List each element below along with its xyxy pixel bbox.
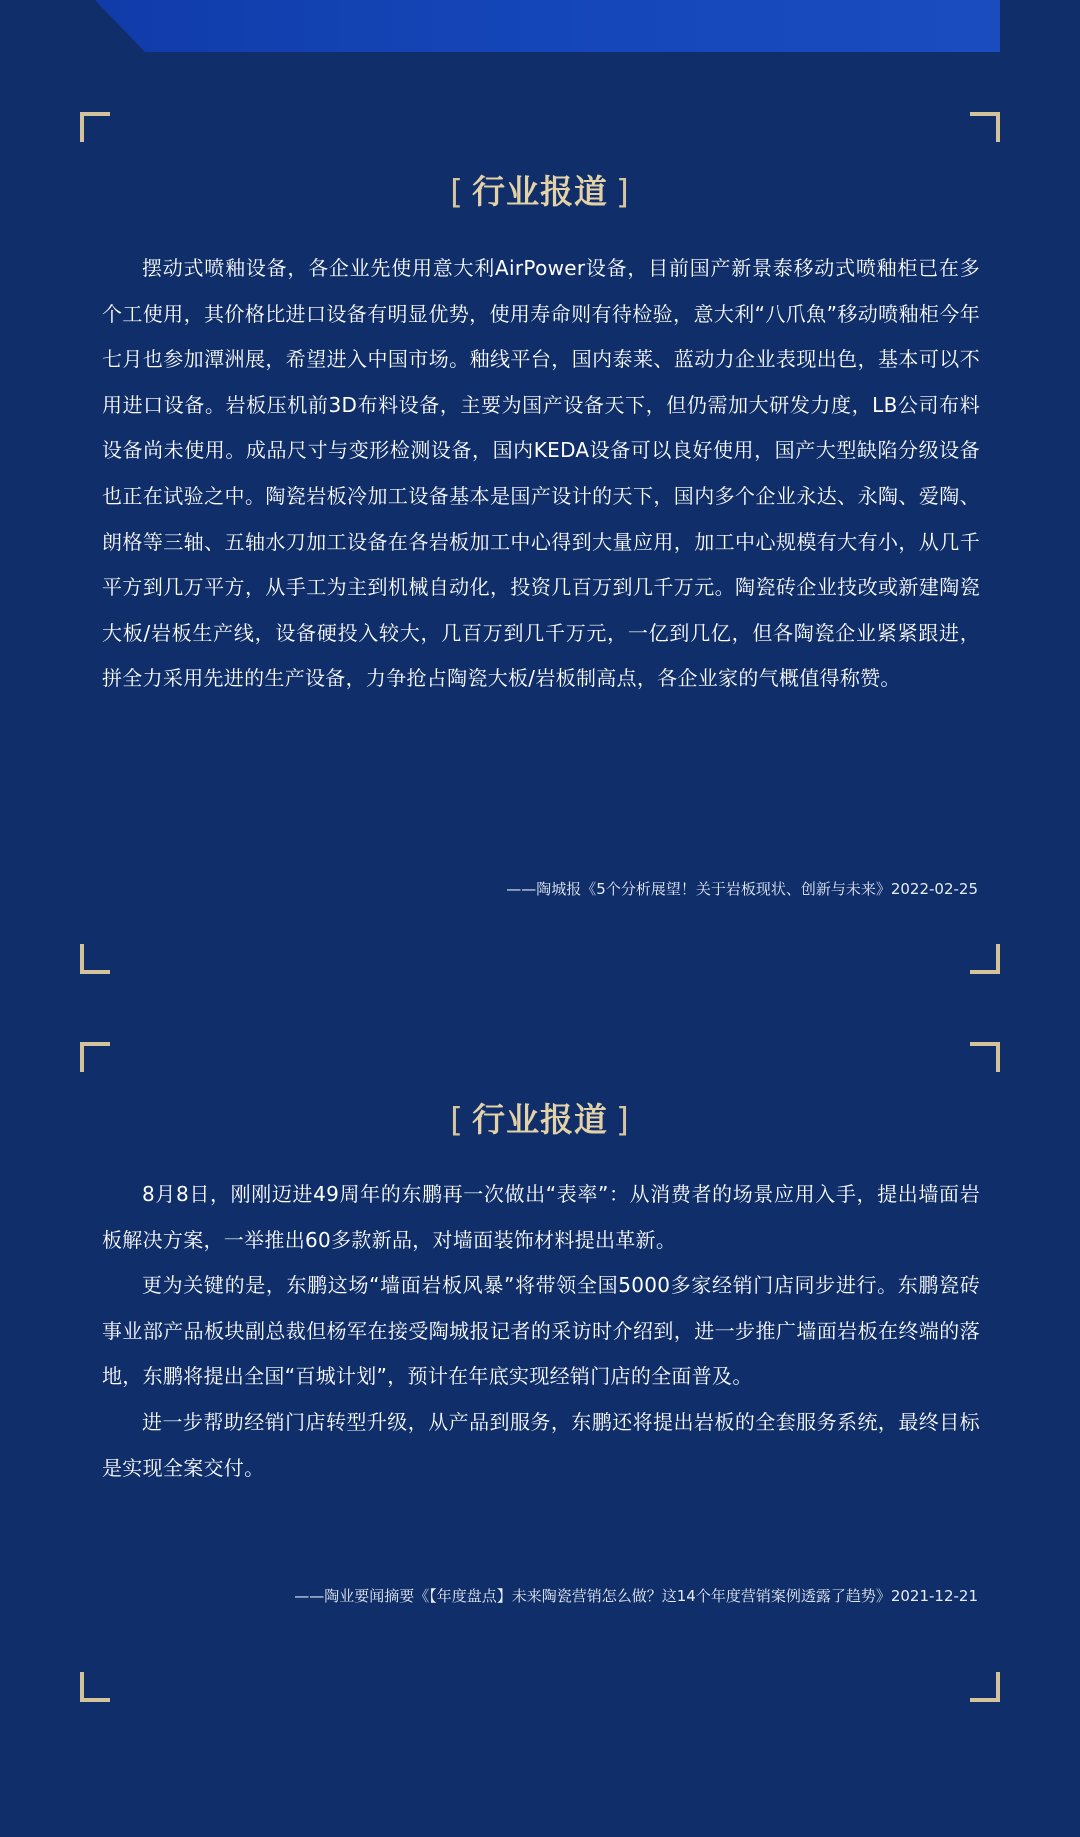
bracket-left: [ [450, 1100, 464, 1139]
corner-top-left [80, 112, 110, 142]
section-title-text: 行业报道 [472, 172, 608, 211]
bracket-right: ] [616, 1100, 630, 1139]
source-citation: ——陶城报《5个分析展望！关于岩板现状、创新与未来》2022-02-25 [506, 880, 978, 898]
source-citation: ——陶业要闻摘要《【年度盘点】未来陶瓷营销怎么做？这14个年度营销案例透露了趋势》2021-12-21 [294, 1587, 978, 1605]
corner-bottom-left [80, 1672, 110, 1702]
paragraph: 摆动式喷釉设备，各企业先使用意大利AirPower设备，目前国产新景泰移动式喷釉柜已在多个工使用，其价格比进口设备有明显优势，使用寿命则有待检验，意大利“八爪魚”移动喷釉柜今年七月也参加潭洲展，希望进入中国市场。釉线平台，国内泰莱、蓝动力企业表现出色，基本可以不用进口设备。岩板压机前3D布料设备，主要为国产设备天下，但仍需加大研发力度，LB公司布料设备尚未使用。成品尺寸与变形检测设备，国内KEDA设备可以良好使用，国产大型缺陷分级设备也正在试验之中。陶瓷岩板冷加工设备基本是国产设计的天下，国内多个企业永达、永陶、爱陶、朗格等三轴、五轴水刀加工设备在各岩板加工中心得到大量应用，加工中心规模有大有小，从几千平方到几万平方，从手工为主到机械自动化，投资几百万到几千万元。陶瓷砖企业技改或新建陶瓷大板/岩板生产线，设备硬投入较大，几百万到几千万元，一亿到几亿，但各陶瓷企业紧紧跟进，拼全力采用先进的生产设备，力争抢占陶瓷大板/岩板制高点，各企业家的气概值得称赞。 [102, 256, 980, 691]
paragraph: 进一步帮助经销门店转型升级，从产品到服务，东鹏还将提出岩板的全套服务系统，最终目标是实现全案交付。 [102, 1409, 980, 1480]
report-section-2 [80, 1042, 1000, 1702]
section-title [80, 1100, 1000, 1140]
section-title [80, 172, 1000, 212]
corner-bottom-left [80, 944, 110, 974]
corner-bottom-right [970, 944, 1000, 974]
report-body [102, 1172, 980, 1491]
corner-top-right [970, 112, 1000, 142]
paragraph: 更为关键的是，东鹏这场“墙面岩板风暴”将带领全国5000多家经销门店同步进行。东鹏瓷砖事业部产品板块副总裁但杨军在接受陶城报记者的采访时介绍到，进一步推广墙面岩板在终端的落地，东鹏将提出全国“百城计划”，预计在年底实现经销门店的全面普及。 [102, 1273, 980, 1389]
corner-bottom-right [970, 1672, 1000, 1702]
report-body [102, 246, 980, 702]
bracket-left: [ [450, 172, 464, 211]
corner-top-right [970, 1042, 1000, 1072]
corner-top-left [80, 1042, 110, 1072]
section-title-text: 行业报道 [472, 1100, 608, 1139]
bracket-right: ] [616, 172, 630, 211]
paragraph: 8月8日，刚刚迈进49周年的东鹏再一次做出“表率”：从消费者的场景应用入手，提出墙面岩板解决方案，一举推出60多款新品，对墙面装饰材料提出革新。 [102, 1182, 980, 1252]
top-banner [0, 0, 1000, 52]
report-section-1 [80, 112, 1000, 974]
